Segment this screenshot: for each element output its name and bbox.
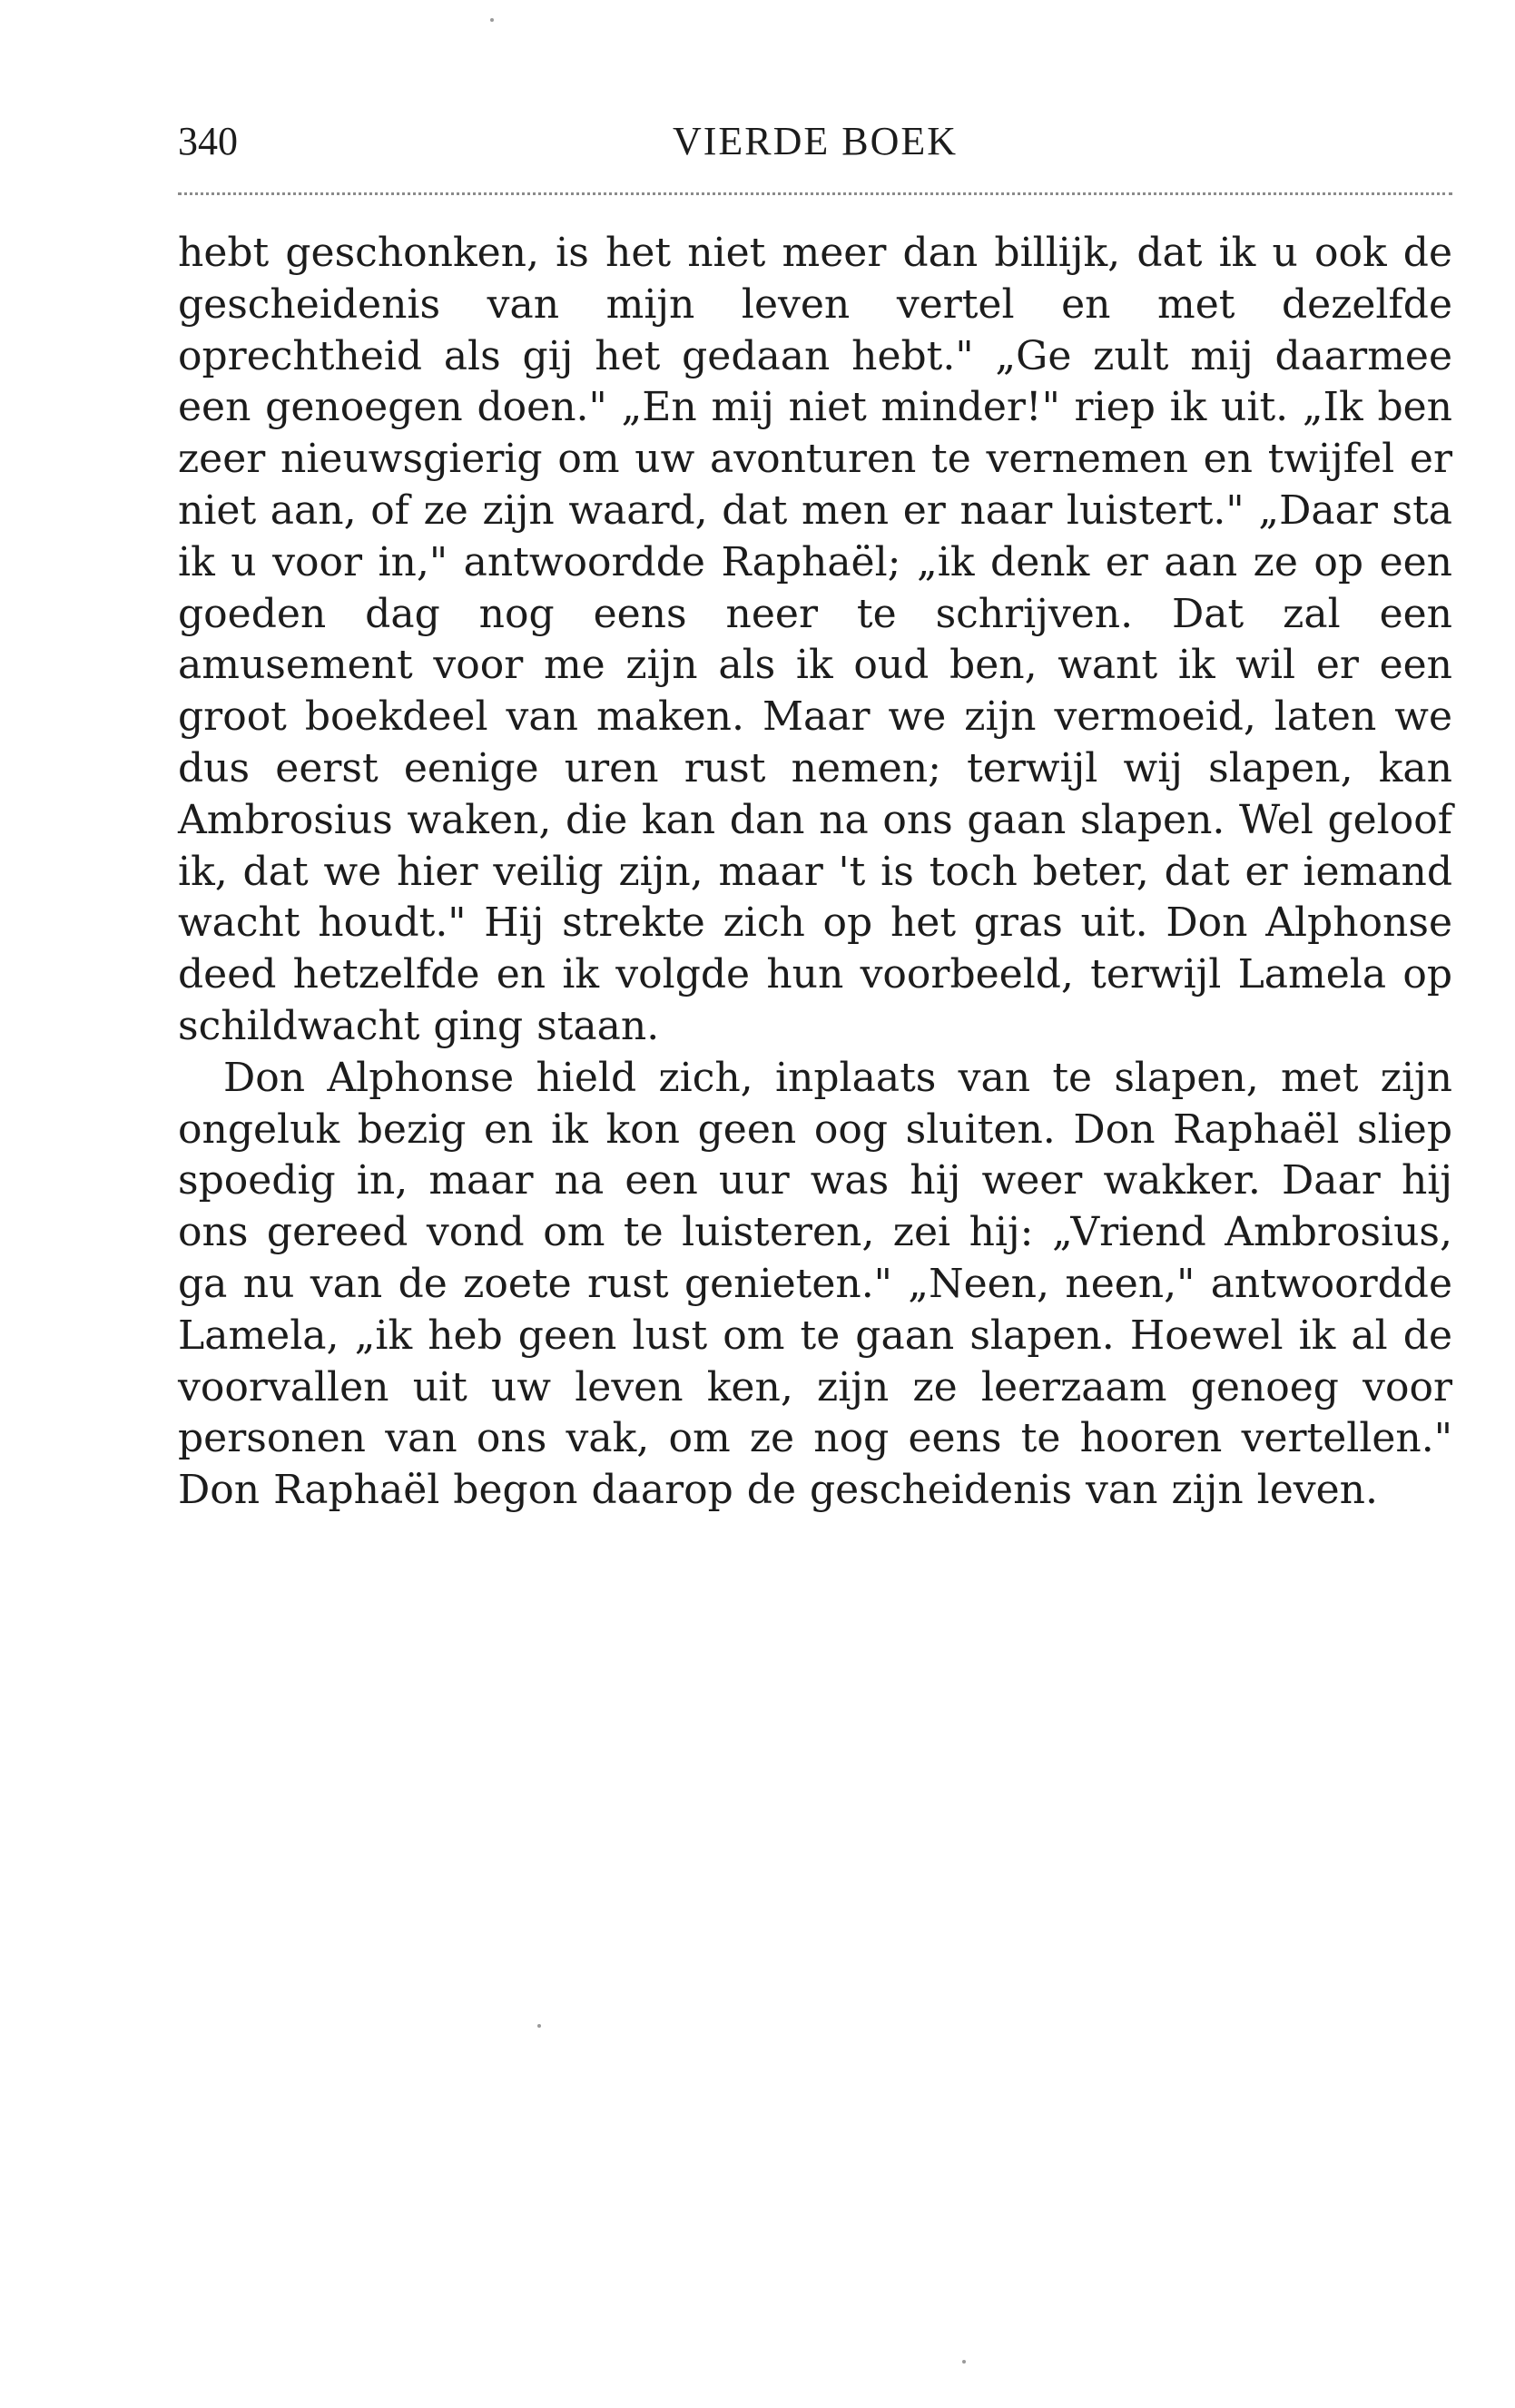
page-header bbox=[178, 113, 1452, 170]
paragraph-2: Don Alphonse hield zich, inplaats van te slapen, met zijn ongeluk bezig en ik kon geen oog sluiten. Don Raphaël sliep spoedig in, maar na een uur was hij weer wakker. Daar hij ons gereed vond om te luisteren, zei hij: „Vriend Ambrosius, ga nu van de zoete rust genieten." „Neen, neen," antwoordde Lamela, „ik heb geen lust om te gaan slapen. Hoewel ik al de voorvallen uit uw leven ken, zijn ze leerzaam genoeg voor personen van ons vak, om ze nog eens te hooren vertellen." Don Raphaël begon daarop de gescheidenis van zijn leven. bbox=[178, 1054, 1452, 1514]
running-head: VIERDE BOEK bbox=[672, 119, 959, 163]
header-rule bbox=[178, 192, 1452, 195]
paper-speck bbox=[537, 2024, 541, 2028]
paper-speck bbox=[962, 2360, 966, 2364]
body-text bbox=[178, 228, 1452, 1517]
paper-speck bbox=[490, 18, 494, 22]
page-number: 340 bbox=[178, 119, 238, 163]
paragraph-1: hebt geschonken, is het niet meer dan billijk, dat ik u ook de gescheidenis van mijn leven vertel en met dezelfde oprechtheid als gij het gedaan hebt." „Ge zult mij daarmee een genoegen doen." „En mij niet minder!" riep ik uit. „Ik ben zeer nieuwsgierig om uw avonturen te vernemen en twijfel er niet aan, of ze zijn waard, dat men er naar luistert." „Daar sta ik u voor in," antwoordde Raphaël; „ik denk er aan ze op een goeden dag nog eens neer te schrijven. Dat zal een amusement voor me zijn als ik oud ben, want ik wil er een groot boekdeel van maken. Maar we zijn vermoeid, laten we dus eerst eenige uren rust nemen; terwijl wij slapen, kan Ambrosius waken, die kan dan na ons gaan slapen. Wel geloof ik, dat we hier veilig zijn, maar 't is toch beter, dat er iemand wacht houdt." Hij strekte zich op het gras uit. Don Alphonse deed hetzelfde en ik volgde hun voorbeeld, terwijl Lamela op schildwacht ging staan. bbox=[178, 230, 1452, 1049]
